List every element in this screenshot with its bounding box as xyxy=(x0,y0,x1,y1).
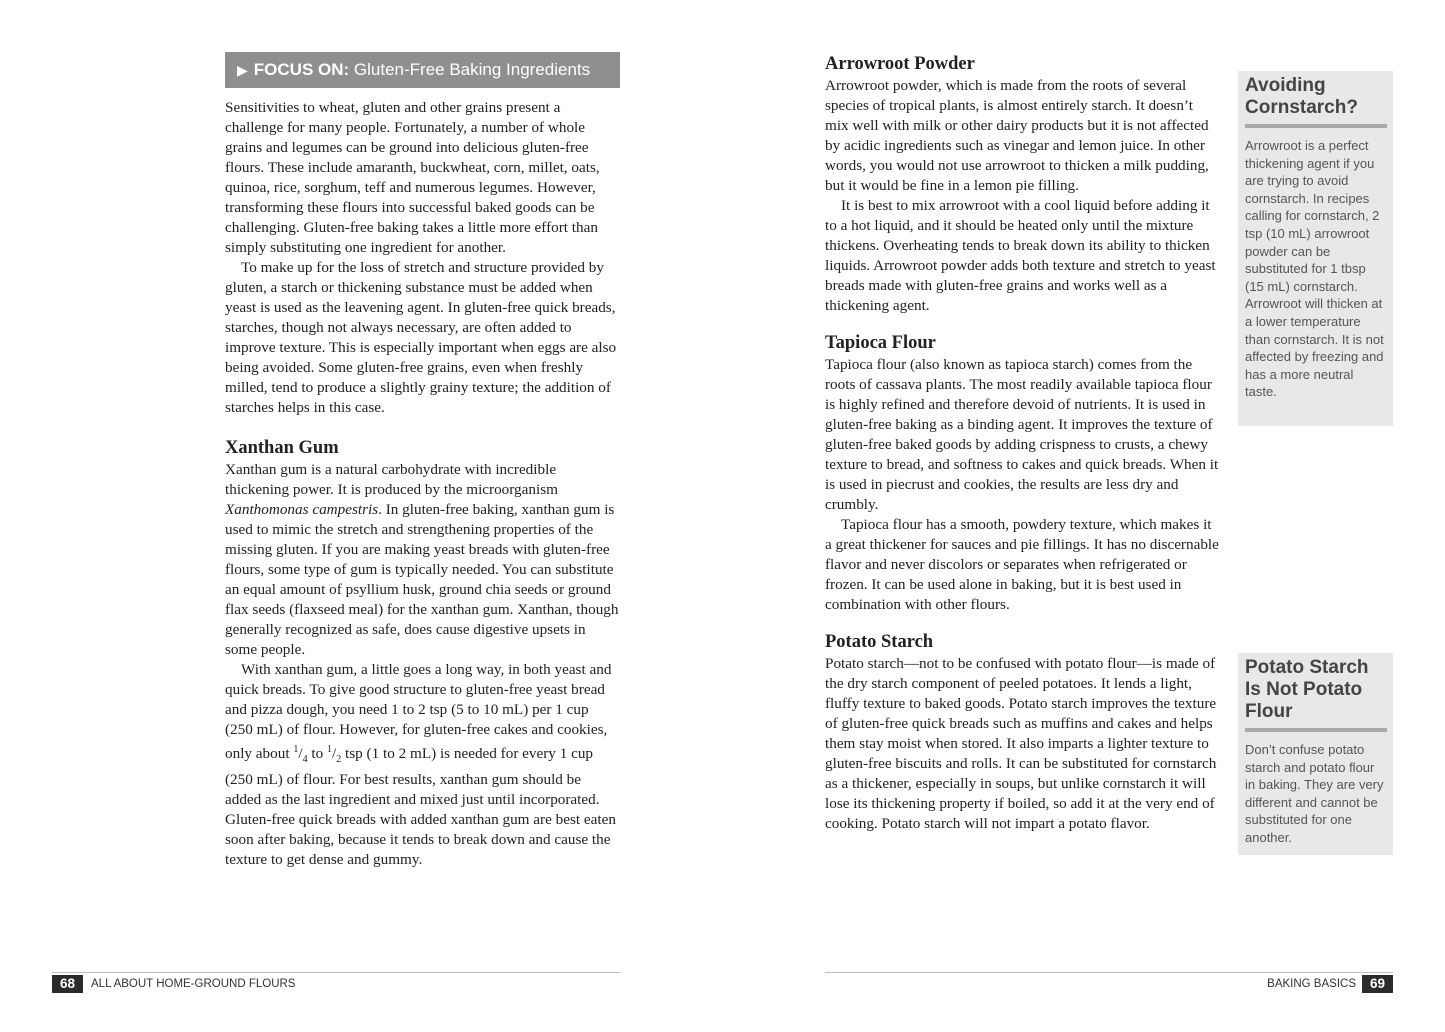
tapioca-heading: Tapioca Flour xyxy=(825,333,936,353)
potato-paragraph-1: Potato starch—not to be confused with potato flour—is made of the dry starch component of peeled potatoes. It lends a light, fluffy texture to baked goods. Potato starch improves the texture of gluten-free quick breads such as muffins and cakes and helps them stay moist when stored. It also imparts a lighter texture to gluten-free biscuits and rolls. It can be substituted for cornstarch as a thickener, especially in soups, but unlike cornstarch it will lose its thickening property if boiled, so add it at the very end of cooking. Potato starch will not impart a potato flavor. xyxy=(825,655,1217,832)
arrowroot-paragraph-1: Arrowroot powder, which is made from the roots of several species of tropical plants, is almost entirely starch. It doesn’t mix well with milk or other dairy products but it is not affected by acidic ingredients such as vinegar and lemon juice. In other words, you would not use arrowroot to thicken a milk pudding, but it would be fine in a lemon pie filling. xyxy=(825,77,1209,194)
sidebar-title: Potato Starch Is Not Potato Flour xyxy=(1245,657,1387,732)
focus-banner xyxy=(225,52,620,88)
potato-heading: Potato Starch xyxy=(825,632,934,652)
arrowroot-heading: Arrowroot Powder xyxy=(825,54,975,74)
sidebar-body: Arrowroot is a perfect thickening agent if you are trying to avoid cornstarch. In recipes calling for cornstarch, 2 tsp (10 mL) arrowroot powder can be substituted for 1 tbsp (15 mL) cornstarch. Arrowroot will thicken at a lower temperature than cornstarch. It is not affected by freezing and has a more neutral taste. xyxy=(1245,138,1384,400)
xanthan-paragraph-2: With xanthan gum, a little goes a long way, in both yeast and quick breads. To give good structure to gluten-free yeast bread and pizza dough, you need 1 to 2 tsp (5 to 10 mL) per 1 cup (250 mL) of flour. However, for gluten-free cakes and cookies, only about $^1/_4$ to $^1/_2$ tsp (1 to 2 mL) is needed for every 1 cup (250 mL) of flour. For best results, xanthan gum should be added as the last ingredient and mixed just until incorporated. Gluten-free quick breads with added xanthan gum are best eaten soon after baking, because it tends to break down and cause the texture to get dense and gummy. xyxy=(225,661,616,869)
sidebar-title: Avoiding Cornstarch? xyxy=(1245,75,1387,128)
page-number-right: 69 xyxy=(1362,975,1393,993)
play-triangle-icon: ▶ xyxy=(237,62,248,78)
xanthan-heading: Xanthan Gum xyxy=(225,438,339,458)
fraction-half: $^1/_2$ xyxy=(327,744,342,766)
tapioca-paragraph-2: Tapioca flour has a smooth, powdery texture, which makes it a great thickener for sauces and pie fillings. It has no discernable flavor and never discolors or separates when refrigerated or frozen. It can be used alone in baking, but it is best used in combination with other flours. xyxy=(825,516,1219,613)
page-number-left: 68 xyxy=(52,975,83,993)
fraction-quarter: $^1/_4$ xyxy=(293,744,308,766)
footer-rule-right xyxy=(825,972,1393,973)
xanthan-paragraph-1: Xanthan gum is a natural carbohydrate with incredible thickening power. It is produced by the microorganism Xanthomonas campestris. In gluten-free baking, xanthan gum is used to mimic the stretch and strengthening properties of the missing gluten. If you are making yeast breads with gluten-free flours, some type of gum is typically needed. You can substitute an equal amount of psyllium husk, ground chia seeds or ground flax seeds (flaxseed meal) for the xanthan gum. Xanthan, though generally recognized as safe, does cause digestive upsets in some people. xyxy=(225,461,619,658)
sidebar-avoiding-cornstarch xyxy=(1238,71,1393,426)
intro-paragraph-1: Sensitivities to wheat, gluten and other grains present a challenge for many people. Fortunately, a number of whole grains and legumes can be ground into delicious gluten-free flours. These include amaranth, buckwheat, corn, millet, oats, quinoa, rice, sorghum, teff and numerous legumes. However, transforming these flours into successful baked goods can be challenging. Gluten-free baking takes a little more effort than simply substituting one ingredient for another. xyxy=(225,99,600,256)
left-page-column xyxy=(225,52,620,870)
running-head-right: BAKING BASICS xyxy=(1267,978,1356,990)
species-name: Xanthomonas campestris xyxy=(225,501,379,518)
running-head-left: ALL ABOUT HOME-GROUND FLOURS xyxy=(91,978,296,990)
right-page-column xyxy=(825,52,1220,834)
sidebar-potato-starch xyxy=(1238,653,1393,855)
sidebar-body: Don’t confuse potato starch and potato flour in baking. They are very different and cannot be substituted for one another. xyxy=(1245,742,1384,845)
focus-title: Gluten-Free Baking Ingredients xyxy=(353,60,591,79)
arrowroot-paragraph-2: It is best to mix arrowroot with a cool liquid before adding it to a hot liquid, and it should be heated only until the mixture thickens. Overheating tends to break down its ability to thicken liquids. Arrowroot powder adds both texture and stretch to yeast breads made with gluten-free grains and works well as a thickening agent. xyxy=(825,197,1216,314)
focus-label: FOCUS ON: xyxy=(253,60,350,79)
tapioca-paragraph-1: Tapioca flour (also known as tapioca starch) comes from the roots of cassava plants. The most readily available tapioca flour is highly refined and therefore devoid of nutrients. It is used in gluten-free baking as a binding agent. It improves the texture of gluten-free baked goods by adding crispness to crusts, a chewy texture to bread, and softness to cakes and quick breads. When it is used in piecrust and cookies, the results are less dry and crumbly. xyxy=(825,356,1219,513)
intro-paragraph-2: To make up for the loss of stretch and structure provided by gluten, a starch or thickening substance must be added when yeast is used as the leavening agent. In gluten-free quick breads, starches, though not always necessary, are often added to improve texture. This is especially important when eggs are also being avoided. Some gluten-free grains, even when freshly milled, tend to produce a slightly grainy texture; the addition of starches helps in this case. xyxy=(225,259,617,416)
footer-rule-left xyxy=(52,972,620,973)
